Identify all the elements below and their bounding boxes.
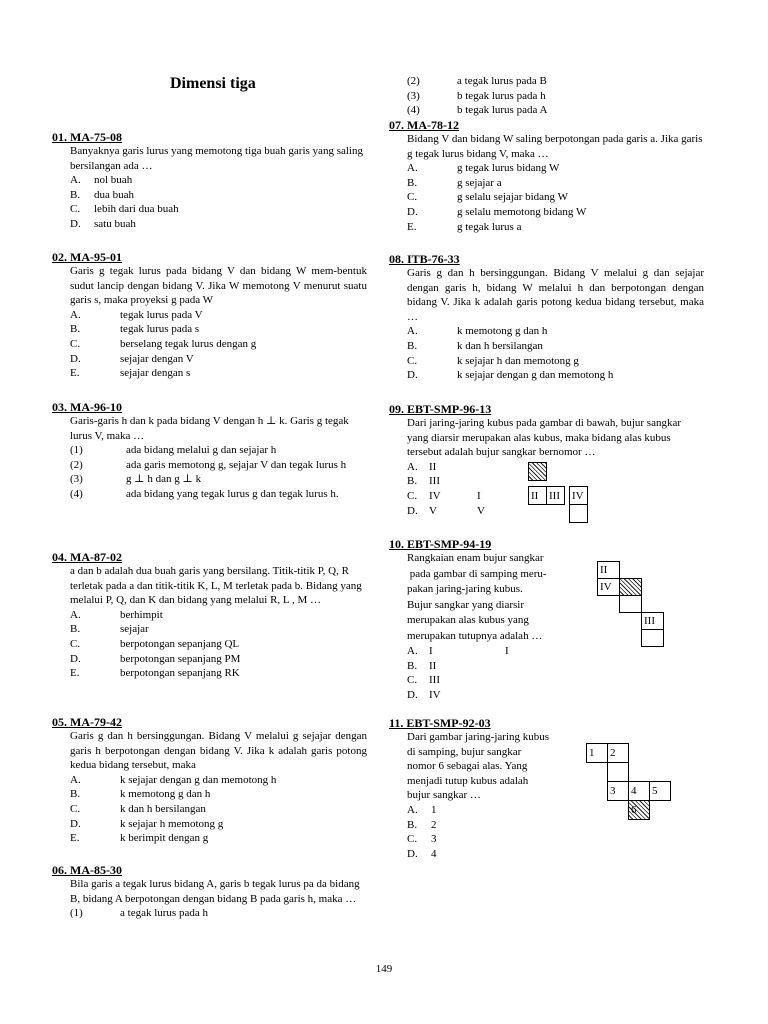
- option-4: (4) b tegak lurus pada A: [407, 104, 548, 117]
- option-list: [389, 803, 704, 861]
- option-d: D. 4: [407, 847, 437, 860]
- net-cell-shaded: [528, 462, 547, 481]
- question-stem: Garis g dan h bersinggungan. Bidang V melalui g sejajar dengan garis h berpotongan dengan bidang V. Jika k adalah garis potong kedua bidang tersebut, maka: [70, 730, 367, 772]
- question-stem: Dari gambar jaring-jaring kubus di samping, bujur sangkar nomor 6 sebagai alas. Yang menjadi tutup kubus adalah bujur sangkar …: [407, 731, 550, 802]
- option-e: E. berpotongan sepanjang RK: [70, 667, 240, 680]
- option-d: D. V V: [407, 504, 485, 517]
- net-cell: 5: [649, 781, 671, 801]
- question-11: [389, 716, 704, 861]
- page-title: Dimensi tiga: [170, 75, 256, 92]
- option-list: [389, 644, 704, 702]
- question-02: [52, 250, 367, 381]
- option-a: A. k memotong g dan h: [407, 325, 548, 338]
- option-list: [52, 906, 367, 921]
- net-cell: 4: [628, 781, 650, 801]
- question-08: [389, 252, 704, 383]
- option-3: (3) b tegak lurus pada h: [407, 89, 546, 102]
- option-4: (4) ada bidang yang tegak lurus g dan tegak lurus h.: [70, 487, 339, 500]
- net-cell: [569, 504, 588, 523]
- net-cell: III: [546, 486, 565, 505]
- question-number: 02. MA-95-01: [52, 250, 122, 264]
- option-a: A. nol buah: [70, 174, 133, 187]
- option-b: B. 2: [407, 818, 437, 831]
- net-cell: II: [528, 486, 547, 505]
- option-a: A. g tegak lurus bidang W: [407, 162, 560, 175]
- option-a: A. berhimpit: [70, 608, 163, 621]
- option-e: E. g tegak lurus a: [407, 220, 522, 233]
- net-cell: [607, 762, 629, 782]
- option-a: A. k sejajar dengan g dan memotong h: [70, 773, 277, 786]
- option-b: B. tegak lurus pada s: [70, 323, 200, 336]
- question-number: 05. MA-79-42: [52, 715, 122, 729]
- question-stem: a dan b adalah dua buah garis yang bersilang. Titik-titik P, Q, R terletak pada a dan titik-titik K, L, M terletak pada b. Bidang yang melalui P, Q, dan K dan bidang yang melalui R, L , M …: [70, 565, 362, 607]
- option-list: [389, 161, 704, 234]
- net-cell: 1: [586, 743, 608, 763]
- question-number: 08. ITB-76-33: [389, 252, 460, 266]
- option-list: [52, 173, 367, 231]
- question-number: 07. MA-78-12: [389, 118, 459, 132]
- option-3: (3) g ⊥ h dan g ⊥ k: [70, 473, 202, 486]
- question-number: 01. MA-75-08: [52, 130, 122, 144]
- question-number: 04. MA-87-02: [52, 550, 122, 564]
- question-stem: Bila garis a tegak lurus bidang A, garis b tegak lurus pa da bidang B, bidang A berpotongan dengan bidang B pada garis h, maka …: [70, 878, 360, 905]
- option-a: A. I I: [407, 645, 509, 657]
- question-04: [52, 550, 367, 681]
- question-stem: Bidang V dan bidang W saling berpotongan pada garis a. Jika garis g tegak lurus bidang V, maka …: [407, 133, 703, 160]
- option-1: (1) a tegak lurus pada h: [70, 907, 208, 920]
- option-d: D. berpotongan sepanjang PM: [70, 652, 241, 665]
- option-d: D. g selalu memotong bidang W: [407, 205, 587, 218]
- question-stem: Dari jaring-jaring kubus pada gambar di bawah, bujur sangkar yang diarsir merupakan alas kubus, maka bidang alas kubus tersebut adalah bujur sangkar bernomor …: [407, 417, 681, 459]
- option-e: E. k berimpit dengan g: [70, 832, 209, 845]
- option-c: C. k dan h bersilangan: [70, 802, 206, 815]
- option-a: A. II: [407, 460, 437, 473]
- page-number: 149: [375, 963, 393, 975]
- option-d: D. k sejajar dengan g dan memotong h: [407, 369, 614, 382]
- option-2: (2) ada garis memotong g, sejajar V dan tegak lurus h: [70, 458, 347, 471]
- option-c: C. k sejajar h dan memotong g: [407, 354, 579, 367]
- net-cell: [641, 629, 664, 647]
- option-d: D. k sejajar h memotong g: [70, 817, 224, 830]
- net-cell-shaded: 6: [628, 800, 650, 820]
- option-d: D. satu buah: [70, 217, 136, 230]
- question-03: [52, 400, 367, 502]
- option-e: E. sejajar dengan s: [70, 367, 191, 380]
- option-d: D. sejajar dengan V: [70, 352, 194, 365]
- option-b: B. II: [407, 659, 437, 672]
- option-c: C. III: [407, 674, 440, 687]
- net-cell: 3: [607, 781, 629, 801]
- net-cell: 2: [607, 743, 629, 763]
- option-c: C. IV I: [407, 489, 481, 502]
- question-number: 11. EBT-SMP-92-03: [389, 716, 491, 730]
- question-stem: Garis-garis h dan k pada bidang V dengan h ⊥ k. Garis g tegak lurus V, maka …: [70, 415, 349, 442]
- question-number: 10. EBT-SMP-94-19: [389, 537, 492, 551]
- question-stem: Rangkaian enam bujur sangkar pada gambar di samping meru- pakan jaring-jaring kubus. Bujur sangkar yang diarsir merupakan alas kubus yang merupakan tutupnya adalah …: [407, 552, 547, 642]
- option-c: C. lebih dari dua buah: [70, 203, 179, 216]
- option-b: B. g sejajar a: [407, 176, 502, 189]
- net-cell: II: [597, 561, 620, 579]
- net-cell: III: [641, 612, 664, 630]
- question-01: [52, 130, 367, 232]
- question-stem: Garis g dan h bersinggungan. Bidang V melalui g dan sejajar dengan garis h, bidang W melalui h dan berpotongan dengan bidang V. Jika k adalah garis potong kedua bidang tersebut, maka …: [407, 267, 704, 323]
- question-10: [389, 537, 704, 702]
- question-06: [52, 863, 367, 921]
- net-cell: IV: [597, 578, 620, 596]
- question-number: 03. MA-96-10: [52, 400, 122, 414]
- option-c: C. berselang tegak lurus dengan g: [70, 337, 257, 350]
- option-list: [389, 324, 704, 382]
- question-stem: Banyaknya garis lurus yang memotong tiga buah garis yang saling bersilangan ada …: [70, 145, 363, 172]
- question-05: [52, 715, 367, 846]
- question-number: 06. MA-85-30: [52, 863, 122, 877]
- option-list: [52, 308, 367, 381]
- option-list: [52, 773, 367, 846]
- option-d: D. IV: [407, 688, 441, 701]
- question-stem: Garis g tegak lurus pada bidang V dan bidang W mem-bentuk sudut lancip dengan bidang V. Jika W memotong V menurut suatu garis s, maka proyeksi g pada W: [70, 265, 367, 307]
- option-b: B. III: [407, 475, 440, 488]
- option-a: A. tegak lurus pada V: [70, 308, 203, 321]
- question-number: 09. EBT-SMP-96-13: [389, 402, 492, 416]
- question-06-continued: [389, 74, 722, 118]
- net-cell: [619, 595, 642, 613]
- option-b: B. sejajar: [70, 623, 149, 636]
- option-c: C. 3: [407, 833, 437, 846]
- option-b: B. dua buah: [70, 188, 135, 201]
- net-cell-shaded: [619, 578, 642, 596]
- question-07: [389, 118, 704, 234]
- option-list: [52, 608, 367, 681]
- option-1: (1) ada bidang melalui g dan sejajar h: [70, 444, 277, 457]
- question-09: [389, 402, 704, 518]
- option-c: C. berpotongan sepanjang QL: [70, 637, 240, 650]
- option-a: A. 1: [407, 803, 437, 816]
- option-b: B. k memotong g dan h: [70, 788, 211, 801]
- option-2: (2) a tegak lurus pada B: [407, 75, 547, 87]
- option-b: B. k dan h bersilangan: [407, 339, 543, 352]
- option-list: [52, 443, 367, 501]
- net-cell: IV: [569, 486, 588, 505]
- option-c: C. g selalu sejajar bidang W: [407, 191, 568, 204]
